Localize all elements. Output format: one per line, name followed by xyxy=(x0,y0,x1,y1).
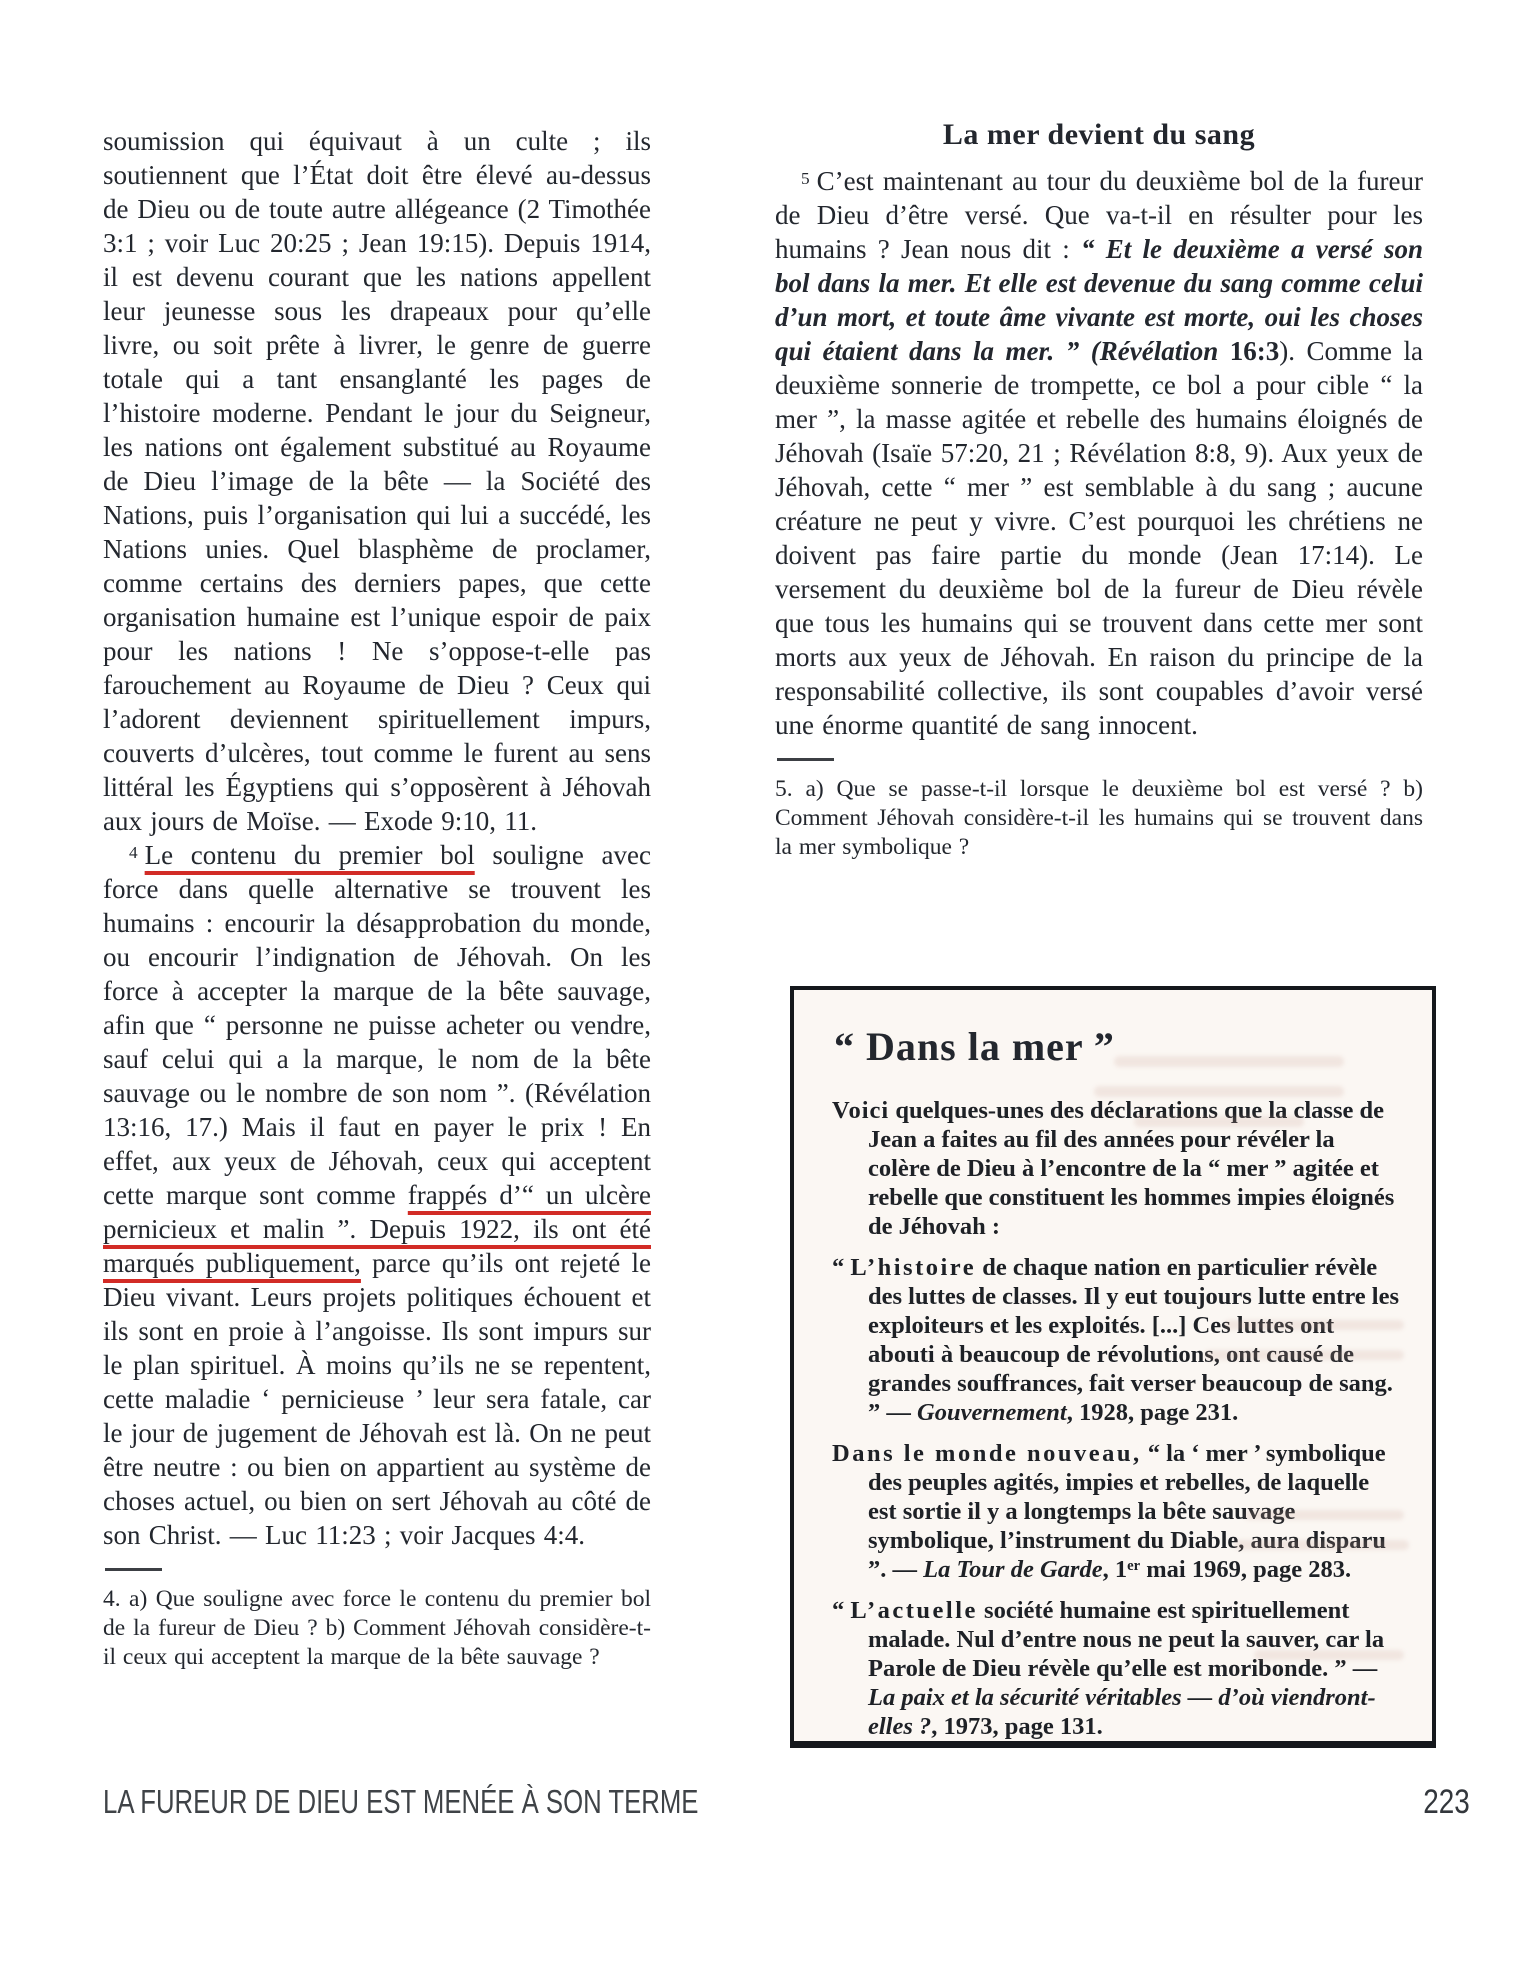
scripture-quote: “ Et le deuxième a versé son bol dans la mer. Et elle est devenue du sang comme celui d’un mort, et toute âme vivante est morte, oui les choses qui étaient dans la mer. ” ( xyxy=(775,234,1423,366)
right-paragraph-5 xyxy=(775,164,1423,742)
box-title xyxy=(834,1024,1402,1070)
scripture-reference-book: Révélation xyxy=(1099,336,1219,366)
red-underlined-passage-2: frappés d’“ un ulcère pernicieux et malin ”. Depuis 1922, ils ont été marqués publiquement, xyxy=(103,1180,651,1278)
page-number-text: 223 xyxy=(1423,1783,1470,1821)
scripture-reference-verse: 16:3 xyxy=(1218,336,1280,366)
footnote-5-text: 5. a) Que se passe-t-il lorsque le deuxième bol est versé ? b) Comment Jéhovah considère-t-il les humains qui se trouvent dans la mer symbolique ? xyxy=(775,776,1423,860)
left-paragraph-4 xyxy=(103,838,651,1552)
footnote-rule-right xyxy=(777,758,834,761)
box-quote-3-source-detail: , 1973, page 131. xyxy=(931,1713,1103,1740)
paragraph-5-text-a: C’est maintenant au tour du deuxième bol de la fureur de Dieu d’être versé. Que va-t-il en résulter pour les humains ? Jean nous dit : xyxy=(775,166,1423,264)
box-quote-2-source: La Tour de Garde xyxy=(923,1556,1103,1583)
box-quote-3-open: “ xyxy=(832,1597,851,1624)
paragraph-5-text-b: ). Comme la deuxième sonnerie de trompette, ce bol a pour cible “ la mer ”, la masse agitée et rebelle des humains éloignés de Jéhovah (Isaïe 57:20, 21 ; Révélation 8:8, 9). Aux yeux de Jéhovah, cette “ mer ” est semblable à du sang ; aucune créature ne peut y vivre. C’est pourquoi les chrétiens ne doivent pas faire partie du monde (Jean 17:14). Le versement du deuxième bol de la fureur de Dieu révèle que tous les humains qui se trouvent dans cette mer sont morts aux yeux de Jéhovah. En raison du principe de la responsabilité collective, ils sont coupables d’avoir versé une énorme quantité de sang innocent. xyxy=(775,336,1423,740)
box-quote-1-open: “ xyxy=(832,1254,851,1281)
left-column xyxy=(103,124,651,1672)
left-paragraph-continuation-text: soumission qui équivaut à un culte ; ils soutiennent que l’État doit être élevé au-dessus de Dieu ou de toute autre allégeance (2 Timothée 3:1 ; voir Luc 20:25 ; Jean 19:15). Depuis 1914, il est devenu courant que les nations appellent leur jeunesse sous les drapeaux pour qu’elle livre, ou soit prête à livrer, le genre de guerre totale qui a tant ensanglanté les pages de l’histoire moderne. Pendant le jour du Seigneur, les nations ont également substitué au Royaume de Dieu l’image de la bête — la Société des Nations, puis l’organisation qui lui a succédé, les Nations unies. Quel blasphème de proclamer, comme certains des derniers papes, que cette organisation humaine est l’unique espoir de paix pour les nations ! Ne s’oppose-t-elle pas farouchement au Royaume de Dieu ? Ceux qui l’adorent deviennent spirituellement impurs, couverts d’ulcères, tout comme le furent au sens littéral les Égyptiens qui s’opposèrent à Jéhovah aux jours de Moïse. — Exode 9:10, 11. xyxy=(103,126,651,836)
running-footer-title xyxy=(103,1783,698,1821)
footnote-4-text: 4. a) Que souligne avec force le contenu du premier bol de la fureur de Dieu ? b) Comment Jéhovah considère-t-il ceux qui acceptent la marque de la bête sauvage ? xyxy=(103,1586,651,1670)
box-intro xyxy=(832,1096,1402,1241)
left-paragraph-continuation xyxy=(103,124,651,838)
box-quote-1-text: de chaque nation en particulier révèle des luttes de classes. Il y eut toujours lutte entre les exploiteurs et les exploités. [...] Ces luttes ont abouti à beaucoup de révolutions, ont causé de grandes souffrances, fait verser beaucoup de sang. ” — xyxy=(868,1254,1400,1426)
section-heading-text: La mer devient du sang xyxy=(942,118,1256,151)
box-quote-2 xyxy=(832,1439,1402,1584)
box-quote-1-lead: L’histoire xyxy=(850,1254,977,1281)
footnote-5 xyxy=(775,775,1423,862)
box-quote-3 xyxy=(832,1596,1402,1741)
box-quote-2-date-a: , 1 xyxy=(1102,1556,1128,1583)
box-quote-3-source: La paix et la sécurité véritables — d’où viendront-elles ? xyxy=(868,1684,1376,1740)
page-number xyxy=(1423,1783,1470,1822)
paragraph-5-number: 5 xyxy=(801,169,810,188)
box-quote-2-text: “ la ‘ mer ’ symbolique des peuples agités, impies et rebelles, de laquelle est sortie il y a longtemps la bête sauvage symbolique, l’instrument du Diable, aura disparu ”. — xyxy=(868,1440,1386,1583)
box-quote-1 xyxy=(832,1253,1402,1427)
footnote-4 xyxy=(103,1585,651,1672)
section-heading xyxy=(775,116,1423,154)
red-underlined-passage-1: Le contenu du premier bol xyxy=(144,840,475,870)
box-quote-2-ordinal: er xyxy=(1127,1558,1141,1574)
box-quote-2-date-b: mai 1969, page 283. xyxy=(1140,1556,1352,1583)
running-footer-title-text: LA FUREUR DE DIEU EST MENÉE À SON TERME xyxy=(103,1783,699,1820)
box-intro-lead: Voici xyxy=(832,1097,890,1124)
box-title-text: “ Dans la mer ” xyxy=(834,1024,1115,1069)
paragraph-4-text-b: parce qu’ils ont rejeté le Dieu vivant. Leurs projets politiques échouent et ils sont en proie à l’angoisse. Ils sont impurs sur le plan spirituel. À moins qu’ils ne se repentent, cette maladie ‘ pernicieuse ’ leur sera fatale, car le jour de jugement de Jéhovah est là. On ne peut être neutre : ou bien on appartient au système de choses actuel, ou bien on sert Jéhovah au côté de son Christ. — Luc 11:23 ; voir Jacques 4:4. xyxy=(103,1248,651,1550)
footnote-rule-left xyxy=(105,1568,162,1571)
box-quote-3-text: société humaine est spirituellement malade. Nul d’entre nous ne peut la sauver, car la Parole de Dieu révèle qu’elle est moribonde. ” — xyxy=(868,1597,1385,1682)
sidebar-box-dans-la-mer xyxy=(790,986,1436,1748)
box-quote-1-source: Gouvernement xyxy=(917,1399,1067,1426)
box-quote-1-source-detail: , 1928, page 231. xyxy=(1066,1399,1239,1426)
paragraph-4-number: 4 xyxy=(129,843,138,862)
box-quote-3-lead: L’actuelle xyxy=(850,1597,978,1624)
box-quote-2-lead: Dans le monde nouveau, xyxy=(832,1440,1142,1467)
right-column xyxy=(775,116,1423,862)
paragraph-4-text-a: souligne avec force dans quelle alternative se trouvent les humains : encourir la désapprobation du monde, ou encourir l’indignation de Jéhovah. On les force à accepter la marque de la bête sauvage, afin que “ personne ne puisse acheter ou vendre, sauf celui qui a la marque, le nom de la bête sauvage ou le nombre de son nom ”. (Révélation 13:16, 17.) Mais il faut en payer le prix ! En effet, aux yeux de Jéhovah, ceux qui acceptent cette marque sont comme xyxy=(103,840,651,1210)
box-intro-text: quelques-unes des déclarations que la classe de Jean a faites au fil des années pour révéler la colère de Dieu à l’encontre de la “ mer ” agitée et rebelle que constituent les hommes impies éloignés de Jéhovah : xyxy=(868,1097,1395,1240)
